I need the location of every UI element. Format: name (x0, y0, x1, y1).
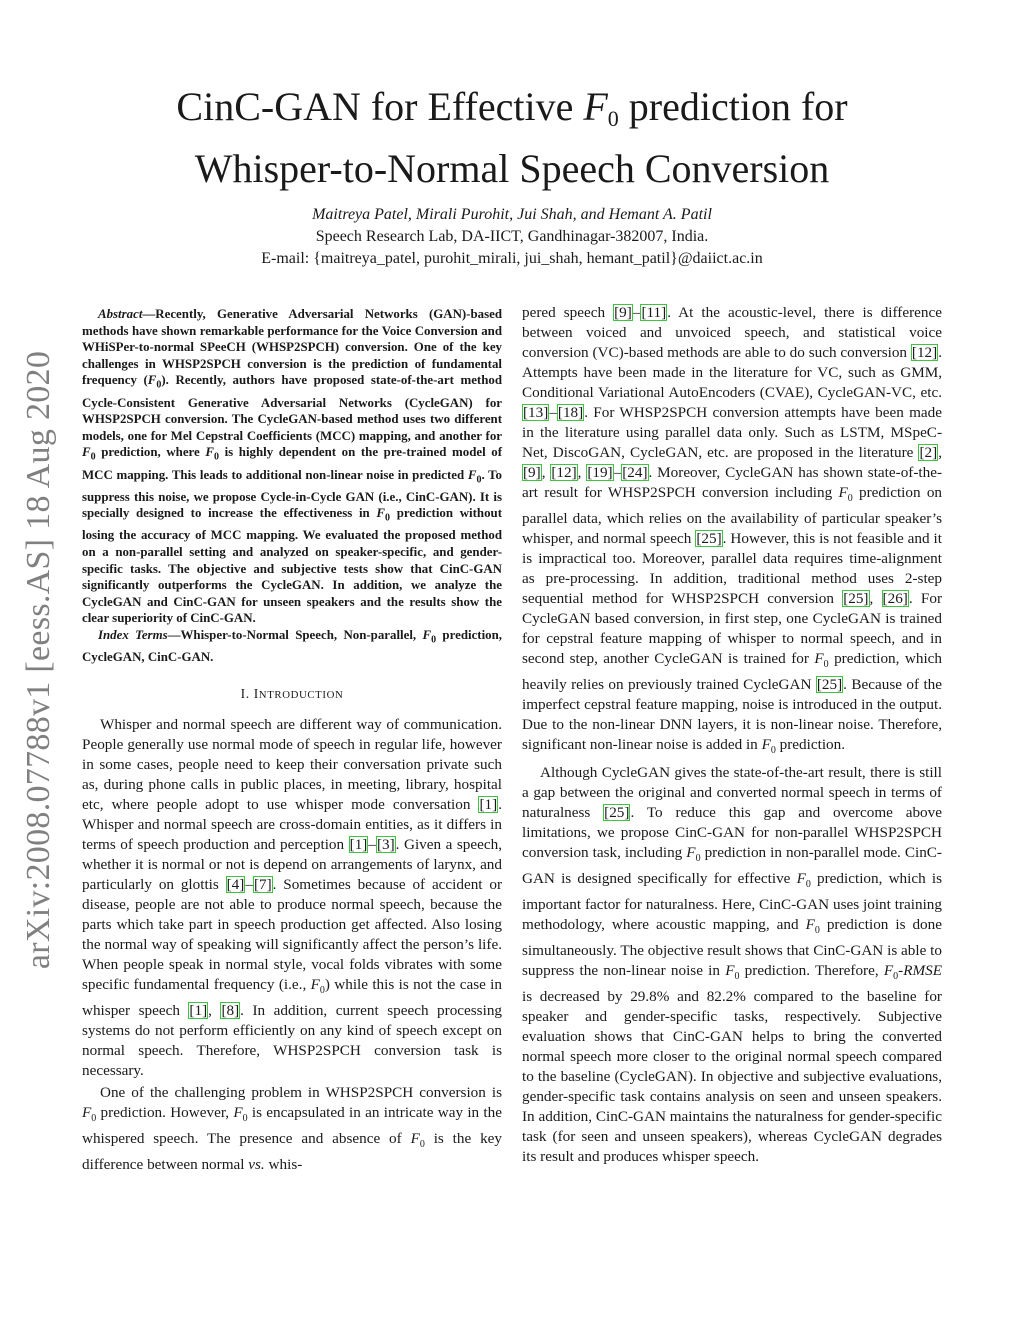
citation-link[interactable]: [26] (882, 590, 908, 608)
citation-link[interactable]: [13] (523, 404, 549, 421)
index-terms (82, 627, 502, 666)
index-terms-text: —Whisper-to-Normal Speech, Non-parallel, $F_0$ prediction, CycleGAN, CinC-GAN. (82, 628, 502, 665)
abstract-text: —Recently, Generative Adversarial Networks (GAN)-based methods have shown remarkable performance for the Voice Conversion and WHiSPer-to-normal SPeeCH (WHSP2SPCH) conversion. One of the key challenges in WHSP2SPCH conversion is the prediction of fundamental frequency $(F_0)$. Recently, authors have proposed state-of-the-art method Cycle-Consistent Generative Adversarial Networks (CycleGAN) for WHSP2SPCH conversion. The CycleGAN-based method uses two different models, one for Mel Cepstral Coefficients (MCC) mapping, and another for $F_0$ prediction, where $F_0$ is highly dependent on the pre-trained model of MCC mapping. This leads to additional non-linear noise in predicted $F_0$. To suppress this noise, we propose Cycle-in-Cycle GAN (i.e., CinC-GAN). It is specially designed to increase the effectiveness in $F_0$ prediction without losing the accuracy of MCC mapping. We evaluated the proposed method on a non-parallel setting and analyzed on speaker-specific, and gender-specific tasks. The objective and subjective tests show that CinC-GAN significantly outperforms the CycleGAN. In addition, we analyze the CycleGAN and CinC-GAN for unseen speakers and the results show the clear superiority of CinC-GAN. (82, 307, 503, 626)
citation-link[interactable]: [4] (226, 875, 245, 893)
title-math-subscript: 0 (607, 106, 619, 131)
math-f0: $F_0$ (467, 467, 482, 486)
citation-link[interactable]: [8] (221, 1001, 240, 1019)
author-names: Maitreya Patel, Mirali Purohit, Jui Shah, and Hemant A. Patil (312, 206, 712, 223)
citation-link[interactable]: [2] (919, 444, 938, 461)
citation-link[interactable]: [9] (523, 464, 541, 481)
citation-link[interactable]: [11] (641, 304, 667, 321)
intro-paragraph-4: Although CycleGAN gives the state-of-the-art result, there is still a gap between the original and converted normal speech in terms of naturalness [25]. To reduce this gap and overcome above limitations, we propose CinC-GAN for non-parallel WHSP2SPCH conversion task, including $F_0$ prediction in non-parallel mode. CinC-GAN is designed specifically for effective $F_0$ prediction, which is important factor for naturalness. Here, CinC-GAN uses joint training methodology, where acoustic mapping, and $F_0$ prediction is done simultaneously. The objective result shows that CinC-GAN is able to suppress the non-linear noise in $F_0$ prediction. Therefore, $F_0$-RMSE is decreased by 29.8% and 82.2% compared to the baseline for speaker and gender-specific tasks, respectively. Subjective evaluation shows that CinC-GAN helps to bring the converted normal speech more closer to the original normal speech compared to the baseline (CycleGAN). In objective and subjective evaluations, gender-specific task contains analysis on seen and unseen speakers. In addition, CinC-GAN maintains the naturalness for gender-specific task (for seen and unseen speakers), whereas CycleGAN degrades its result and produces whisper speech. (522, 764, 942, 1166)
citation-link[interactable]: [12] (911, 344, 938, 361)
intro-paragraph-2: One of the challenging problem in WHSP2SPCH conversion is $F_0$ prediction. However, $F_0$ is encapsulated in an intricate way in the whispered speech. The presence and absence of $F_0$ is the key difference between normal vs. whis- (82, 1083, 502, 1173)
section-title: INTRODUCTION (253, 685, 344, 701)
title-math-f0 (583, 84, 618, 129)
title-text-pre: CinC-GAN for Effective (176, 84, 584, 129)
citation-link[interactable]: [24] (622, 464, 648, 481)
math-f0: $F_0$ (883, 962, 899, 983)
citation-link[interactable]: [25] (843, 590, 869, 608)
section-number: I. (240, 685, 250, 701)
citation-link[interactable]: [25] (604, 804, 630, 822)
citation-link[interactable]: [18] (557, 404, 584, 421)
title-math-symbol: F (583, 84, 608, 129)
author-block (100, 204, 924, 270)
paper-title (100, 82, 924, 194)
right-column (522, 303, 942, 1167)
math-f0: $F_0$ (796, 870, 811, 891)
math-f0: $F_0$ (233, 1103, 248, 1124)
math-f0: $F_0$ (422, 628, 437, 646)
intro-paragraph-1: Whisper and normal speech are different way of communication. People generally use normal mode of speech in regular life, however in some cases, people need to keep their conversation private such as, during phone calls in public places, in meeting, library, hospital etc, where people adopt to use whisper mode conversation [1]. Whisper and normal speech are cross-domain entities, as it differs in terms of speech production and perception [1]–[3]. Given a speech, whether it is normal or not is depend on arrangements of larynx, and particularly on glottis [4]–[7]. Sometimes because of accident or disease, people are not able to produce normal speech, because the parts which take part in speech production get affected. Also losing the normal way of speaking will significantly affect the person’s life. When people speak in normal style, vocal folds vibrates with some specific fundamental frequency (i.e., $F_0$) while this is not the case in whisper speech [1], [8]. In addition, current speech processing systems do not perform efficiently on any kind of speech except on normal speech. Therefore, WHSP2SPCH conversion task is necessary. (82, 715, 503, 1079)
title-line-2: Whisper-to-Normal Speech Conversion (194, 146, 830, 191)
math-f0: $F_0$ (761, 736, 776, 757)
citation-link[interactable]: [1] (349, 835, 368, 853)
intro-paragraph-3: pered speech [9]–[11]. At the acoustic-level, there is difference between voiced and unvoiced speech, and statistical voice conversion (VC)-based methods are able to do such conversion [12]. Attempts have been made in the literature for VC, such as GMM, Conditional Variational AutoEncoders (CVAE), CycleGAN-VC, etc. [13]–[18]. For WHSP2SPCH conversion attempts have been made in the literature using parallel data only. Such as LSTM, MSpeC-Net, DiscoGAN, CycleGAN, etc. are proposed in the literature [2], [9], [12], [19]–[24]. Moreover, CycleGAN has shown state-of-the-art result for WHSP2SPCH conversion including $F_0$ prediction on parallel data, which relies on the availability of particular speaker’s whisper, and normal speech [25]. However, this is not feasible and it is impractical too. Moreover, parallel data requires time-alignment as pre-processing. In addition, traditional method uses 2-step sequential method for WHSP2SPCH conversion [25], [26]. For CycleGAN based conversion, in first step, one CycleGAN is trained for cepstral feature mapping of whisper to normal speech, and in second step, another CycleGAN is trained for $F_0$ prediction, which heavily relies on previously trained CycleGAN [25]. Because of the imperfect cepstral feature mapping, noise is introduced in the output. Due to the non-linear DNN layers, it is non-linear noise. Therefore, significant non-linear noise is added in $F_0$ prediction. (522, 304, 943, 757)
title-line-1 (100, 82, 924, 144)
math-f0: $F_0$ (147, 373, 162, 391)
citation-link[interactable]: [1] (479, 795, 498, 813)
math-rmse: RMSE (903, 962, 942, 980)
citation-link[interactable]: [1] (189, 1001, 208, 1019)
math-f0: $F_0$ (376, 506, 390, 524)
citation-link[interactable]: [7] (253, 875, 272, 893)
math-f0: $F_0$ (686, 844, 701, 865)
arxiv-side-label (14, 340, 64, 980)
math-f0: $F_0$ (310, 975, 325, 996)
math-f0: $F_0$ (410, 1129, 425, 1150)
math-f0: $F_0$ (805, 916, 820, 937)
citation-link[interactable]: [25] (816, 676, 843, 694)
author-email: E-mail: {maitreya_patel, purohit_mirali, jui_shah, hemant_patil}@daiict.ac.in (261, 250, 763, 267)
abstract (82, 306, 502, 627)
citation-link[interactable]: [3] (376, 835, 395, 853)
citation-link[interactable]: [9] (614, 304, 632, 321)
citation-link[interactable]: [25] (696, 530, 722, 548)
math-f0: $F_0$ (725, 962, 740, 983)
arxiv-identifier: arXiv:2008.07788v1 [eess.AS] 18 Aug 2020 (20, 350, 58, 970)
citation-link[interactable]: [19] (587, 464, 613, 481)
abstract-label: Abstract (98, 307, 143, 321)
title-text-post: prediction for (618, 84, 848, 129)
math-f0: $F_0$ (82, 445, 96, 463)
citation-link[interactable]: [12] (551, 464, 577, 481)
section-heading-introduction (82, 684, 502, 705)
math-f0: $F_0$ (82, 1103, 97, 1124)
math-f0: $F_0$ (814, 650, 829, 671)
math-f0: $F_0$ (838, 484, 853, 505)
author-affiliation: Speech Research Lab, DA-IICT, Gandhinagar-382007, India. (315, 228, 709, 245)
index-terms-label: Index Terms (98, 628, 168, 642)
math-f0: $F_0$ (205, 445, 219, 463)
left-column (82, 306, 502, 1175)
